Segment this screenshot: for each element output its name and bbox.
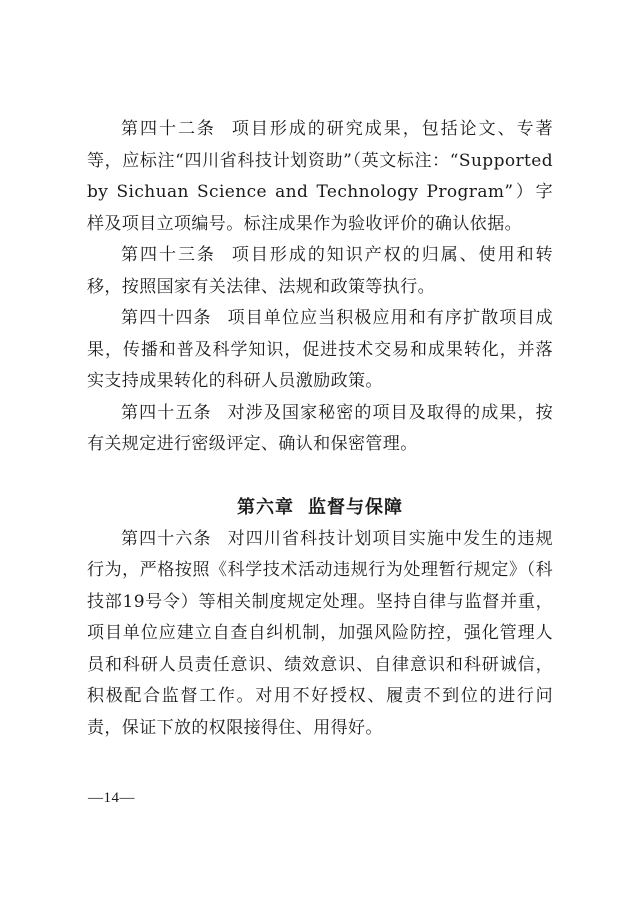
article-text: 项目形成的研究成果，包括论文、专著等，应标注“四川省科技计划资助”（英文标注：“Supported by Sichuan Science and Technology Program”）字样及项目立项编号。标注成果作为验收评价的确认依据。 — [87, 119, 553, 234]
article-text: 项目形成的知识产权的归属、使用和转移，按照国家有关法律、法规和政策等执行。 — [87, 245, 553, 297]
article-label: 第四十五条 — [121, 402, 212, 423]
chapter-number: 第六章 — [237, 497, 294, 518]
article-44 — [87, 303, 553, 398]
document-body — [87, 114, 553, 744]
chapter-heading — [87, 492, 553, 524]
article-label: 第四十六条 — [121, 528, 212, 549]
page-number: —14— — [88, 790, 135, 806]
article-text: 项目单位应当积极应用和有序扩散项目成果，传播和普及科学知识，促进技术交易和成果转化，并落实支持成果转化的科研人员激励政策。 — [87, 308, 553, 391]
article-43 — [87, 240, 553, 303]
article-label: 第四十二条 — [121, 119, 216, 139]
chapter-title: 监督与保障 — [308, 497, 403, 518]
article-text: 对四川省科技计划项目实施中发生的违规行为，严格按照《科学技术活动违规行为处理暂行规定》（科技部19号令）等相关制度规定处理。坚持自律与监督并重，项目单位应建立自查自纠机制，加强风险防控，强化管理人员和科研人员责任意识、绩效意识、自律意识和科研诚信，积极配合监督工作。对用不好授权、履责不到位的进行问责，保证下放的权限接得住、用得好。 — [87, 528, 553, 738]
article-42 — [87, 114, 553, 240]
article-45 — [87, 398, 553, 461]
section-spacer — [87, 461, 553, 493]
article-46 — [87, 524, 553, 745]
article-label: 第四十四条 — [121, 308, 212, 328]
article-text: 对涉及国家秘密的项目及取得的成果，按有关规定进行密级评定、确认和保密管理。 — [87, 402, 553, 454]
article-label: 第四十三条 — [121, 245, 216, 265]
